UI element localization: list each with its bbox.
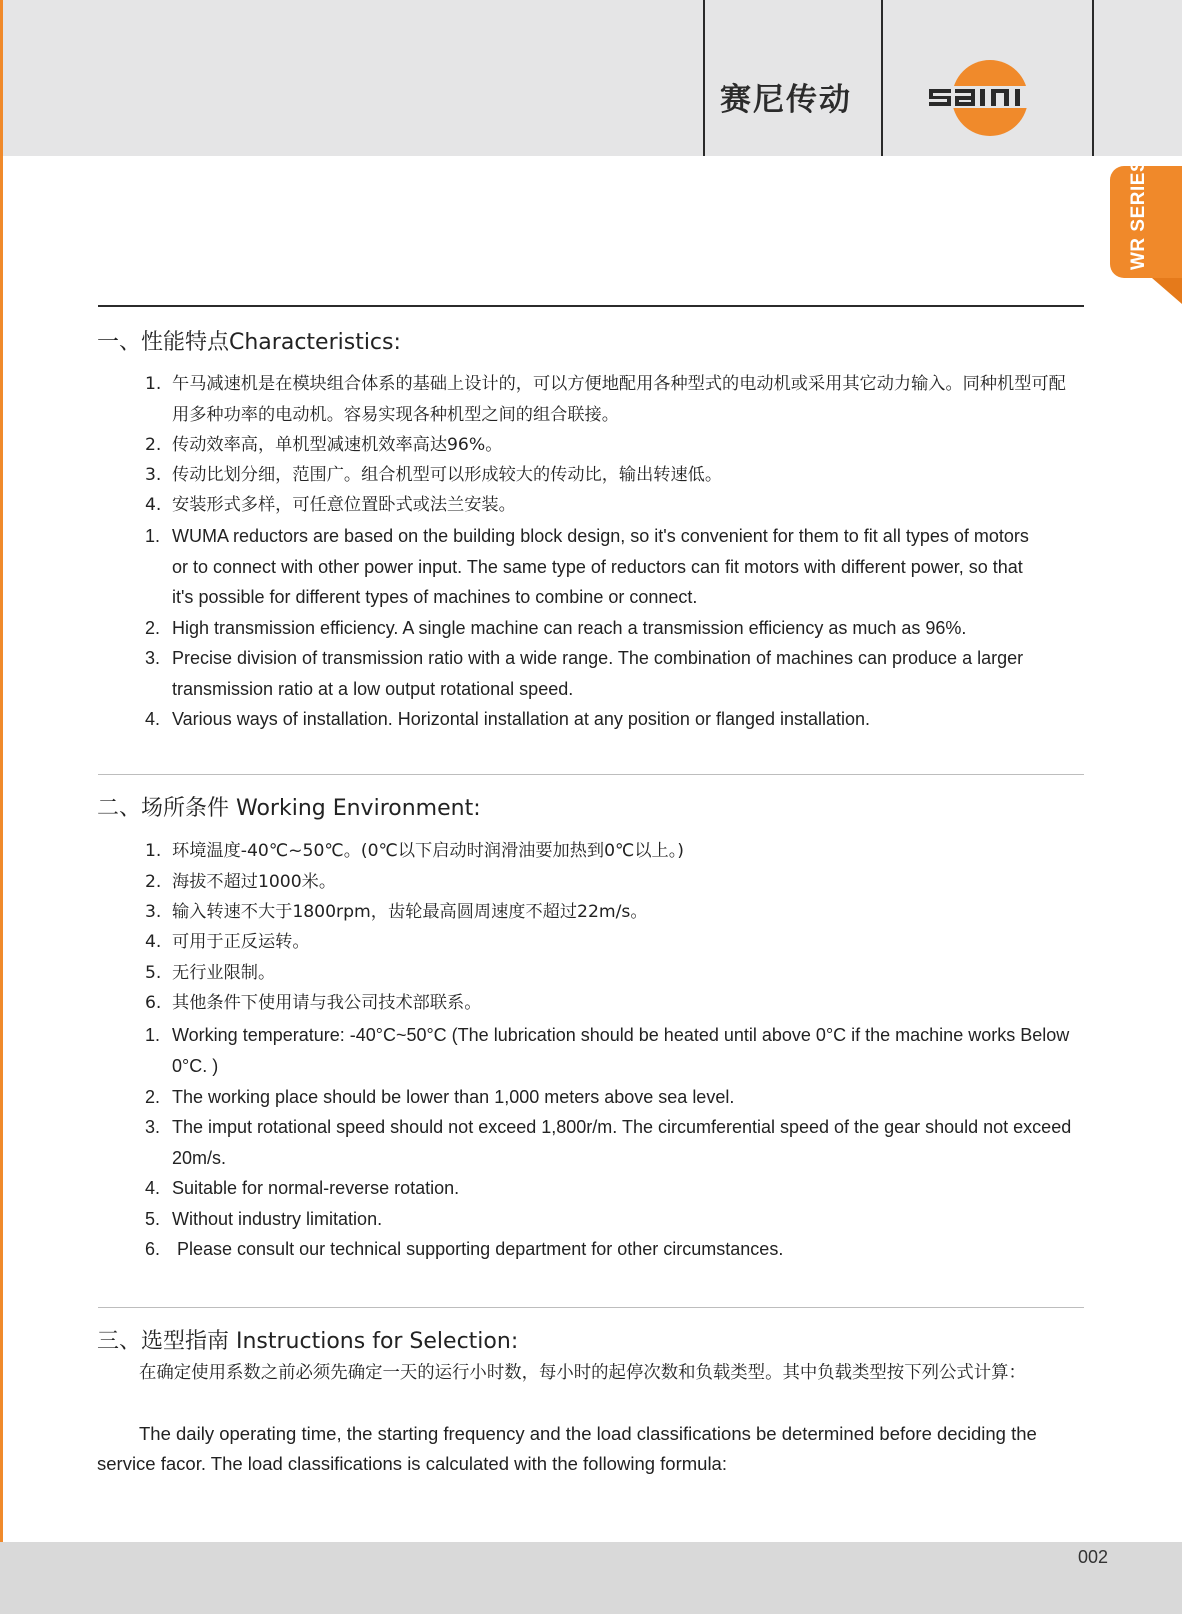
header-divider	[1092, 0, 1094, 156]
section-divider	[98, 774, 1084, 775]
list-item: 1. 午马减速机是在模块组合体系的基础上设计的，可以方便地配用各种型式的电动机或采用其它动力输入。同种机型可配用多种功率的电动机。容易实现各种机型之间的组合联接。	[145, 374, 1066, 425]
list-item: 5. 无行业限制。	[145, 963, 276, 983]
logo-text: SAINI	[925, 58, 928, 59]
list-item: 5. Without industry limitation.	[145, 1209, 383, 1229]
section-title-characteristics: 一、性能特点Characteristics:	[97, 330, 401, 355]
paragraph-cn: 在确定使用系数之前必须先确定一天的运行小时数，每小时的起停次数和负载类型。其中负载类型按下列公式计算：	[139, 1363, 1026, 1383]
section-divider	[98, 1307, 1084, 1308]
footer-band	[0, 1542, 1182, 1614]
page-number: 002	[1078, 1547, 1109, 1567]
section-title-working-environment: 二、场所条件 Working Environment:	[97, 796, 481, 821]
section-divider	[98, 305, 1084, 307]
list-item: 2. High transmission efficiency. A single machine can reach a transmission efficiency as much as 96%.	[145, 618, 967, 638]
section-title-selection: 三、选型指南 Instructions for Selection:	[97, 1329, 519, 1354]
list-item: 4. 可用于正反运转。	[145, 932, 310, 952]
list-item: 1. 环境温度-40℃~50℃。(0℃以下启动时润滑油要加热到0℃以上。)	[145, 841, 684, 861]
tab-fold	[1152, 278, 1182, 304]
list-item: 3. The imput rotational speed should not exceed 1,800r/m. The circumferential speed of the gear should not exceed 20m/s.	[145, 1117, 1072, 1168]
list-item: 2. 海拔不超过1000米。	[145, 872, 337, 892]
list-item: 3. Precise division of transmission ratio with a wide range. The combination of machines can produce a larger transmission ratio at a low output rotational speed.	[145, 648, 1024, 699]
series-tab-label: WR SERIES	[1128, 158, 1149, 270]
brand-name-chinese: 赛尼传动	[720, 82, 852, 118]
saini-logo	[925, 58, 1055, 138]
list-item: 4. Suitable for normal-reverse rotation.	[145, 1178, 460, 1198]
list-item: 1. WUMA reductors are based on the building block design, so it's convenient for them to fit all types of motors or to connect with other power input. The same type of reductors can fit motors with different power, so that it's possible for different types of machines to combine or connect.	[145, 526, 1029, 607]
list-item: 3. 传动比划分细，范围广。组合机型可以形成较大的传动比，输出转速低。	[145, 465, 723, 485]
list-item: 6. Please consult our technical supporting department for other circumstances.	[145, 1239, 784, 1259]
list-item: 1. Working temperature: -40°C~50°C (The lubrication should be heated until above 0°C if the machine works Below 0°C. )	[145, 1025, 1070, 1076]
header-divider	[881, 0, 883, 156]
list-item: 4. Various ways of installation. Horizontal installation at any position or flanged installation.	[145, 709, 871, 729]
list-item: 2. The working place should be lower than 1,000 meters above sea level.	[145, 1087, 735, 1107]
header-divider	[703, 0, 705, 156]
list-item: 4. 安装形式多样，可任意位置卧式或法兰安装。	[145, 495, 516, 515]
list-item: 3. 输入转速不大于1800rpm，齿轮最高圆周速度不超过22m/s。	[145, 902, 648, 922]
list-item: 6. 其他条件下使用请与我公司技术部联系。	[145, 993, 482, 1013]
left-accent-stripe	[0, 0, 3, 1614]
paragraph-en: The daily operating time, the starting frequency and the load classifications be determined before deciding the service facor. The load classifications is calculated with the following formula:	[97, 1423, 1037, 1474]
list-item: 2. 传动效率高，单机型减速机效率高达96%。	[145, 435, 503, 455]
